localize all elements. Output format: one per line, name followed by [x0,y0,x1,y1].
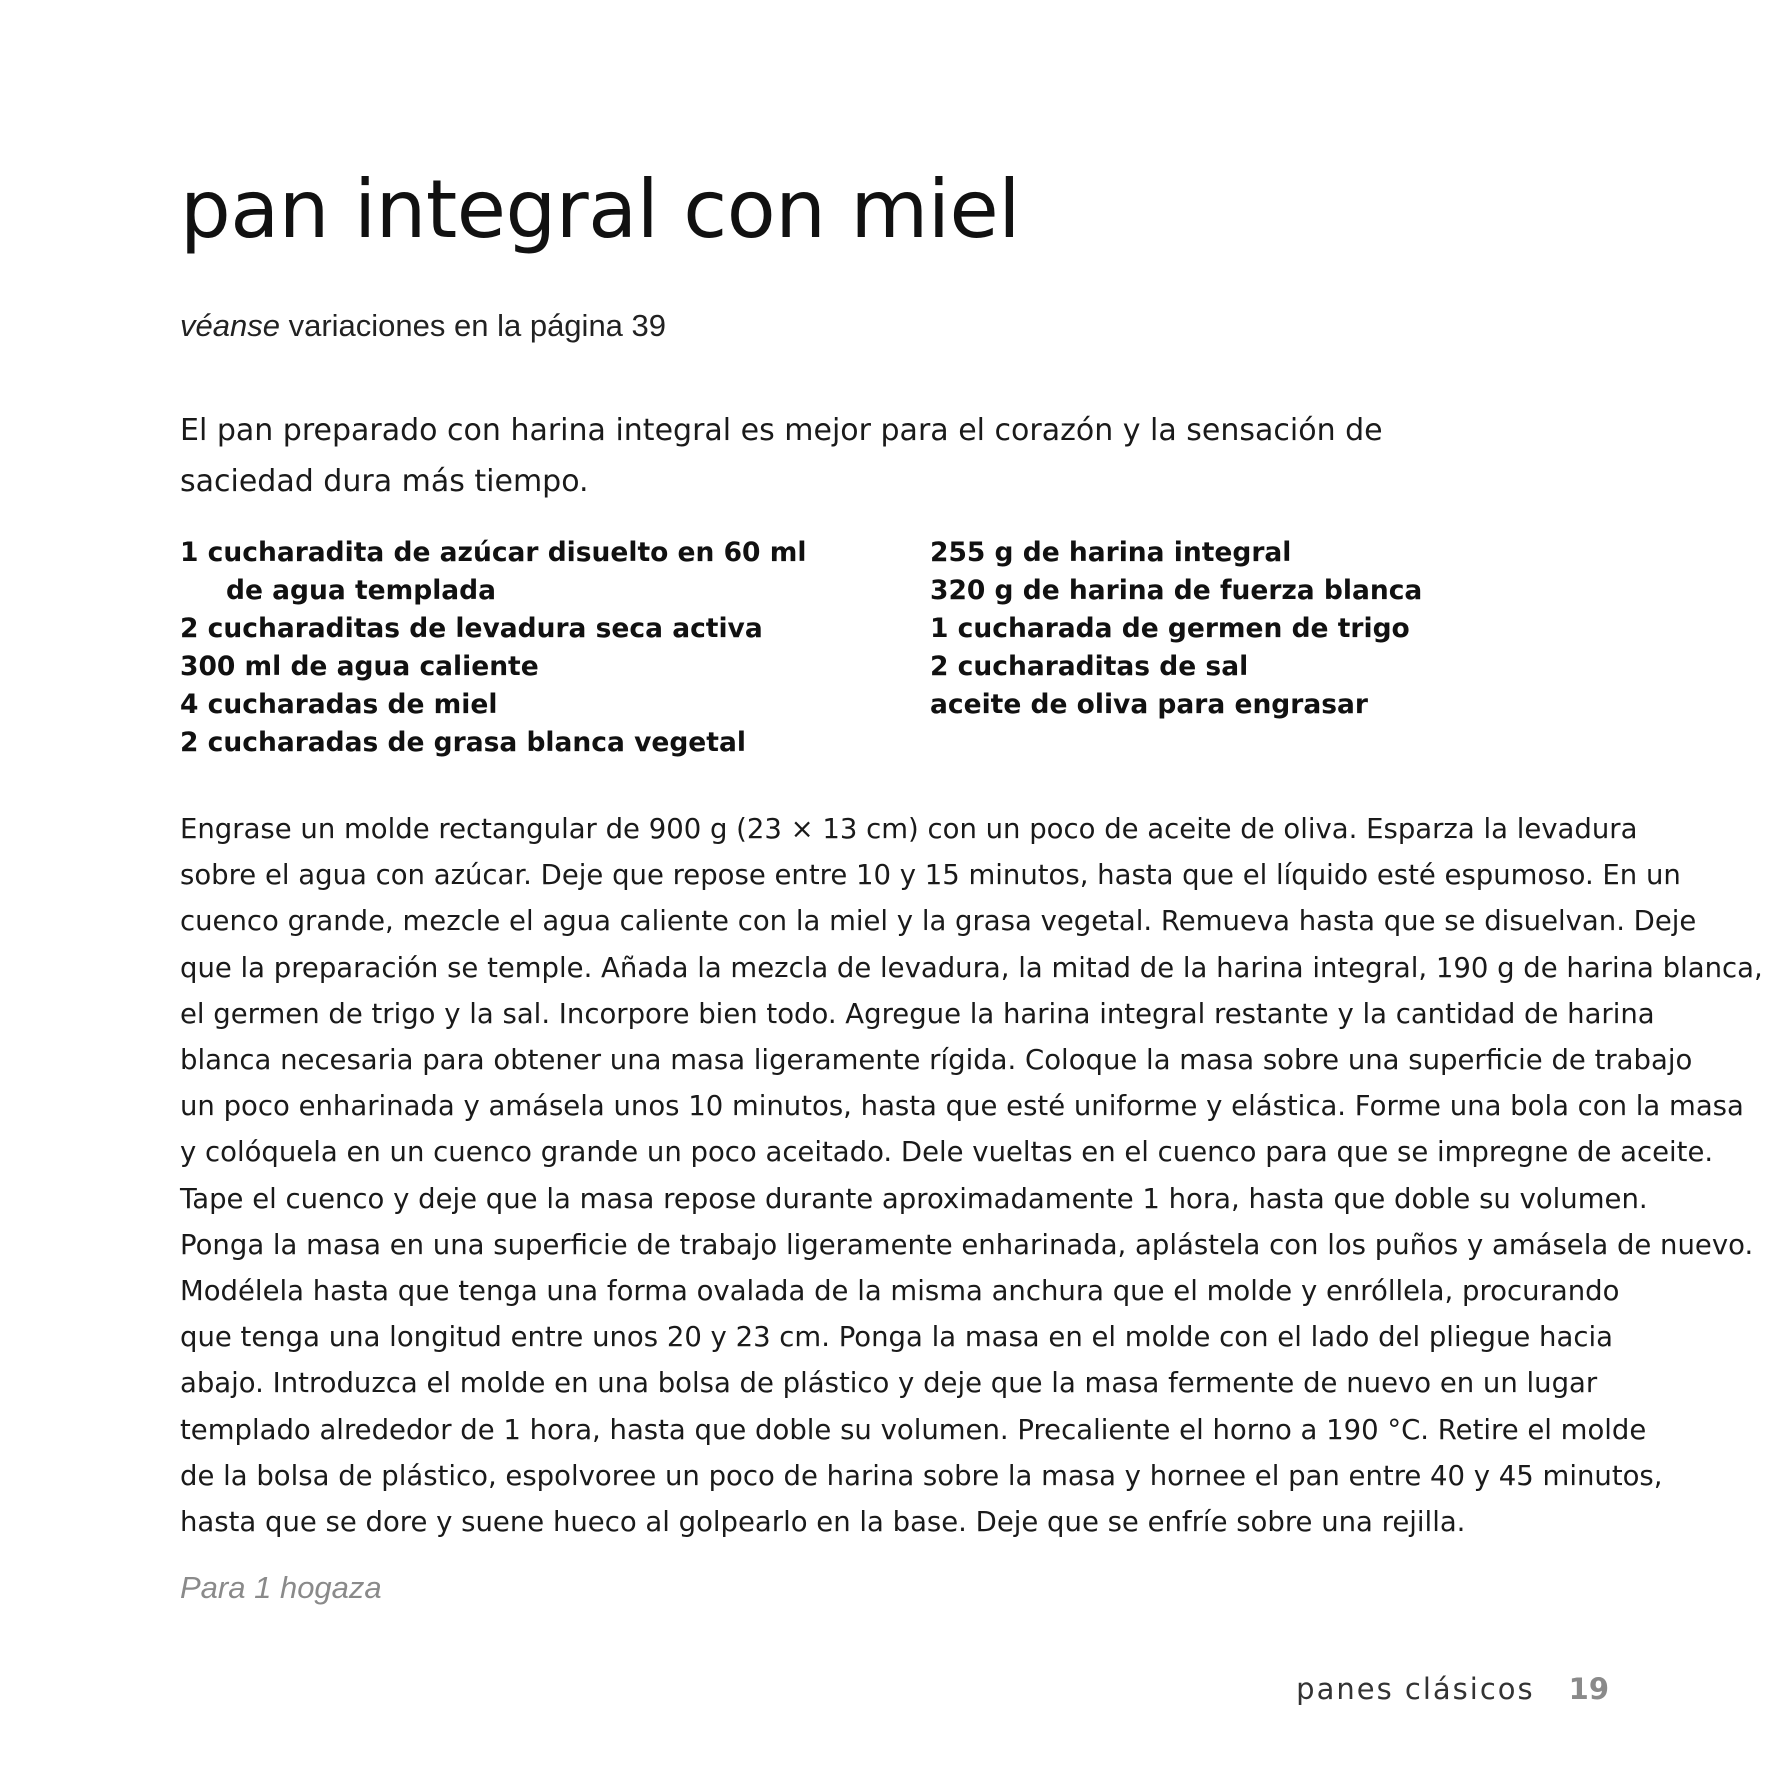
method-line: templado alrededor de 1 hora, hasta que doble su volumen. Precaliente el horno a 190 °C. Retire el molde [180,1413,1647,1446]
method-line: y colóquela en un cuenco grande un poco aceitado. Dele vueltas en el cuenco para que se impregne de aceite. [180,1136,1714,1169]
ingredient-item-continued: de agua templada [226,575,497,606]
method-line: Modélela hasta que tenga una forma ovalada de la misma anchura que el molde y enróllela, procurando [180,1275,1620,1308]
ingredient-item: 2 cucharadas de grasa blanca vegetal [180,727,746,758]
page-number: 19 [1568,1672,1609,1706]
ingredient-item: 2 cucharaditas de levadura seca activa [180,613,763,644]
method-line: Ponga la masa en una superficie de trabajo ligeramente enharinada, aplástela con los puños y amásela de nuevo. [180,1228,1754,1261]
ingredient-item: 320 g de harina de fuerza blanca [930,575,1423,606]
ingredients-left-column [180,534,880,762]
method-line: que tenga una longitud entre unos 20 y 23 cm. Ponga la masa en el molde con el lado del pliegue hacia [180,1321,1613,1354]
section-name: panes clásicos [1296,1672,1535,1706]
variations-note [180,306,666,346]
method-line: un poco enharinada y amásela unos 10 minutos, hasta que esté uniforme y elástica. Forme una bola con la masa [180,1090,1744,1123]
page-title: pan integral con miel [180,163,1020,256]
method-line: hasta que se dore y suene hueco al golpearlo en la base. Deje que se enfríe sobre una rejilla. [180,1506,1466,1539]
method-line: Tape el cuenco y deje que la masa repose durante aproximadamente 1 hora, hasta que doble su volumen. [180,1182,1648,1215]
ingredient-item: 255 g de harina integral [930,537,1292,568]
ingredient-item: 4 cucharadas de miel [180,689,498,720]
method-paragraph [180,806,1763,1545]
method-line: abajo. Introduzca el molde en una bolsa de plástico y deje que la masa fermente de nuevo en un lugar [180,1367,1598,1400]
ingredient-item: 300 ml de agua caliente [180,651,539,682]
variations-text: variaciones en la página 39 [279,308,667,343]
ingredients-right-column [930,534,1630,724]
method-line: Engrase un molde rectangular de 900 g (23 × 13 cm) con un poco de aceite de oliva. Esparza la levadura [180,813,1638,845]
method-line: blanca necesaria para obtener una masa ligeramente rígida. Coloque la masa sobre una superficie de trabajo [180,1044,1693,1077]
method-line: que la preparación se temple. Añada la mezcla de levadura, la mitad de la harina integral, 190 g de harina blanca, [180,951,1763,984]
page-footer [1296,1672,1609,1706]
yield-note: Para 1 hogaza [180,1570,382,1605]
method-line: el germen de trigo y la sal. Incorpore bien todo. Agregue la harina integral restante y la cantidad de harina [180,997,1655,1030]
ingredient-item: 2 cucharaditas de sal [930,651,1249,682]
ingredient-item: 1 cucharada de germen de trigo [930,613,1410,644]
method-line: sobre el agua con azúcar. Deje que repose entre 10 y 15 minutos, hasta que el líquido esté espumoso. En un [180,859,1681,892]
method-line: de la bolsa de plástico, espolvoree un poco de harina sobre la masa y hornee el pan entre 40 y 45 minutos, [180,1459,1663,1492]
ingredient-item: aceite de oliva para engrasar [930,689,1368,720]
method-line: cuenco grande, mezcle el agua caliente con la miel y la grasa vegetal. Remueva hasta que se disuelvan. Deje [180,905,1697,938]
ingredient-item: 1 cucharadita de azúcar disuelto en 60 ml [180,537,807,568]
intro-paragraph: El pan preparado con harina integral es mejor para el corazón y la sensación de saciedad dura más tiempo. [180,413,1383,499]
variations-italic: véanse [180,308,280,343]
